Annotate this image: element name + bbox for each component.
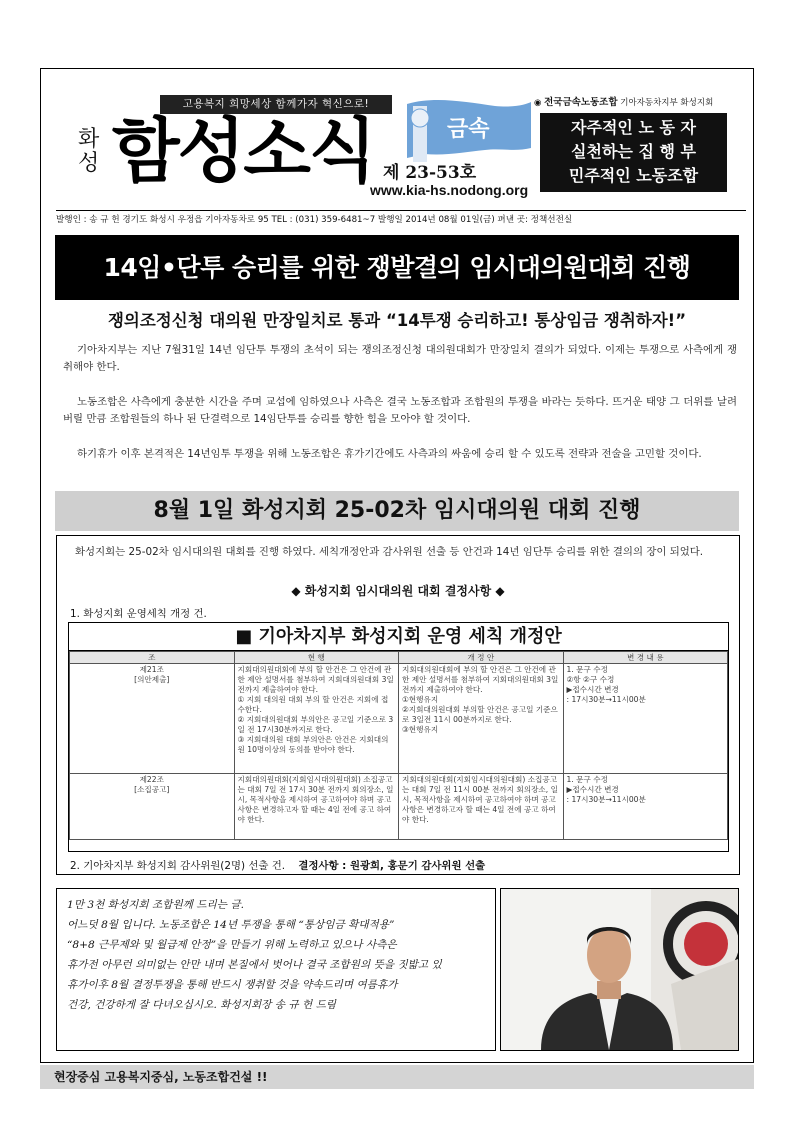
decision-title: ◆ 화성지회 임시대의원 대회 결정사항 ◆	[291, 584, 505, 598]
union-header	[534, 94, 713, 108]
table-row	[70, 664, 728, 774]
rules-amendment-table	[68, 622, 729, 852]
newsletter-title: 함성소식	[112, 109, 375, 192]
table-cell: 지회대의원대회에 부의 할 안건은 그 안건에 관한 제안 설명서를 첨부하여 지회대의원대회 3일 전까지 제출하여야 한다. ① 지회 대의원 대회 부의 할 안건은 지회에 접수한다. ② 지회대의원대회 부의안은 공고일 기준으로 3일 전 17시30분까지로 한다. ③ 지회대의원 대회 부의안은 안건은 지회대의원 10명이상의 동의를 받아야 한다.	[234, 664, 399, 774]
issue-number: 제 23-53호	[383, 163, 477, 183]
motto-line: 민주적인 노동조합	[568, 166, 699, 185]
article1-headline: 14임•단투 승리를 위한 쟁발결의 임시대의원대회 진행	[55, 235, 739, 300]
table-cell: 제21조 [의안제출]	[70, 664, 235, 774]
region-label	[78, 128, 99, 176]
letter-line: 건강, 건강하게 잘 다녀오십시오. 화성지회장 송 규 헌 드림	[67, 999, 337, 1011]
decision-item-2-result: 결정사항 : 원광희, 홍문기 감사위원 선출	[298, 860, 486, 872]
letter-line: “8+8 근무제와 및 월급제 안정”을 만들기 위해 노력하고 있으나 사측은	[67, 939, 397, 951]
table-row	[70, 774, 728, 840]
motto-line: 실천하는 집 행 부	[571, 142, 696, 161]
table-header: 개 정 안	[399, 652, 564, 664]
article1-subhead: 쟁의조정신청 대의원 만장일치로 통과 “14투쟁 승리하고! 통상임금 쟁취하자!”	[107, 311, 687, 330]
union-branch: 기아자동차지부 화성지회	[620, 98, 714, 108]
masthead-slogan: 고용복지 희망세상 함께가자 혁신으로!	[160, 95, 392, 114]
union-flag-logo	[405, 96, 533, 164]
table-cell: 지회대의원대회(지회임시대의원대회) 소집공고는 대회 7일 전 11시 00분 전까지 회의장소, 일시, 목적사항을 제시하여 공고하여야 하며 공고사항은 변경하고자 할 때는 4일 전에 공고 하여야 한다.	[399, 774, 564, 840]
motto-line: 자주적인 노 동 자	[571, 118, 696, 137]
article2-intro: 화성지회는 25-02차 임시대의원 대회를 진행 하였다. 세칙개정안과 감사위원 선출 등 안건과 14년 임단투 승리를 위한 결의의 장이 되었다.	[75, 546, 704, 558]
table-cell: 지회대의원대회(지회임시대의원대회) 소집공고는 대회 7일 전 17시 30분 전까지 회의장소, 일시, 목적사항을 제시하여 공고하여야 하며 공고사항은 변경하고자 할 때는 4일 전에 공고 하여야 한다.	[234, 774, 399, 840]
publication-info-bar: 발행인 : 송 규 헌 경기도 화성시 우정읍 기아자동차로 95 TEL : (031) 359-6481~7 발행일 2014년 08월 01일(금) 펴낸 곳: 정책선전실	[56, 210, 746, 225]
handwritten-letter	[56, 888, 496, 1051]
letter-line: 1만 3천 화성지회 조합원께 드리는 글.	[67, 899, 244, 911]
motto-box	[540, 113, 727, 192]
decision-item-2-label: 2. 기아차지부 화성지회 감사위원(2명) 선출 건.	[70, 860, 286, 872]
decision-item-1: 1. 화성지회 운영세칙 개정 건.	[70, 608, 207, 620]
article2-headline: 8월 1일 화성지회 25-02차 임시대의원 대회 진행	[55, 491, 739, 531]
region-char-2: 성	[78, 151, 100, 176]
table-cell: 제22조 [소집공고]	[70, 774, 235, 840]
article1-paragraph: 노동조합은 사측에게 충분한 시간을 주며 교섭에 임하였으나 사측은 결국 노동조합과 조합원의 투쟁을 바라는 듯하다. 뜨거운 태양 그 더위를 날려버릴 만큼 조합원들의 하나 된 단결력으로 14임단투를 승리를 향한 힘을 모아야 할 것이다.	[63, 396, 737, 425]
website-url[interactable]: www.kia-hs.nodong.org	[370, 182, 529, 198]
flag-text: 금속	[447, 117, 490, 142]
branch-leader-photo	[500, 888, 739, 1051]
table-header: 변 경 내 용	[563, 652, 728, 664]
rules-table	[69, 651, 728, 840]
table-cell: 지회대의원대회에 부의 할 안건은 그 안건에 관한 제안 설명서를 첨부하여 지회대의원대회 3일 전까지 제출하여야 한다. ①현행유지 ②지회대의원대회 부의할 안건은 공고일 기준으로 3일전 11시 00분까지로 한다. ③현행유지	[399, 664, 564, 774]
footer-slogan: 현장중심 고용복지중심, 노동조합건설 !!	[40, 1065, 754, 1089]
region-char-1: 화	[78, 127, 100, 152]
article1-paragraph: 기아차지부는 지난 7월31일 14년 임단투 투쟁의 초석이 되는 쟁의조정신청 대의원대회가 만장일치 결의가 되었다. 이제는 투쟁으로 사측에게 쟁취해야 한다.	[63, 344, 737, 373]
letter-line: 어느덧 8월 입니다. 노동조합은 14년 투쟁을 통해 “통상임금 확대적용”	[67, 919, 395, 931]
table-header: 조	[70, 652, 235, 664]
table-header: 현 행	[234, 652, 399, 664]
union-logo-icon: ◉	[534, 98, 545, 108]
letter-line: 휴가이후 8월 결정투쟁을 통해 반드시 쟁취할 것을 약속드리며 여름휴가	[67, 979, 398, 991]
letter-line: 휴가전 아무런 의미없는 안만 내며 본질에서 벗어나 결국 조합원의 뜻을 짓밟고 있	[67, 959, 442, 971]
portrait-image	[501, 889, 738, 1050]
table-cell: 1. 문구 수정 ②항 ②구 수정 ▶접수시간 변경 : 17시30분→11시00분	[563, 664, 728, 774]
union-name: 전국금속노동조합	[544, 97, 618, 108]
table-cell: 1. 문구 수정 ▶접수시간 변경 : 17시30분→11시00분	[563, 774, 728, 840]
decision-item-2	[70, 857, 485, 872]
rules-table-title: ■ 기아차지부 화성지회 운영 세칙 개정안	[69, 623, 728, 651]
article1-paragraph: 하기휴가 이후 본격적은 14년임투 투쟁을 위해 노동조합은 휴가기간에도 사측과의 싸움에 승리 할 수 있도록 전략과 전술을 고민할 것이다.	[77, 448, 702, 460]
